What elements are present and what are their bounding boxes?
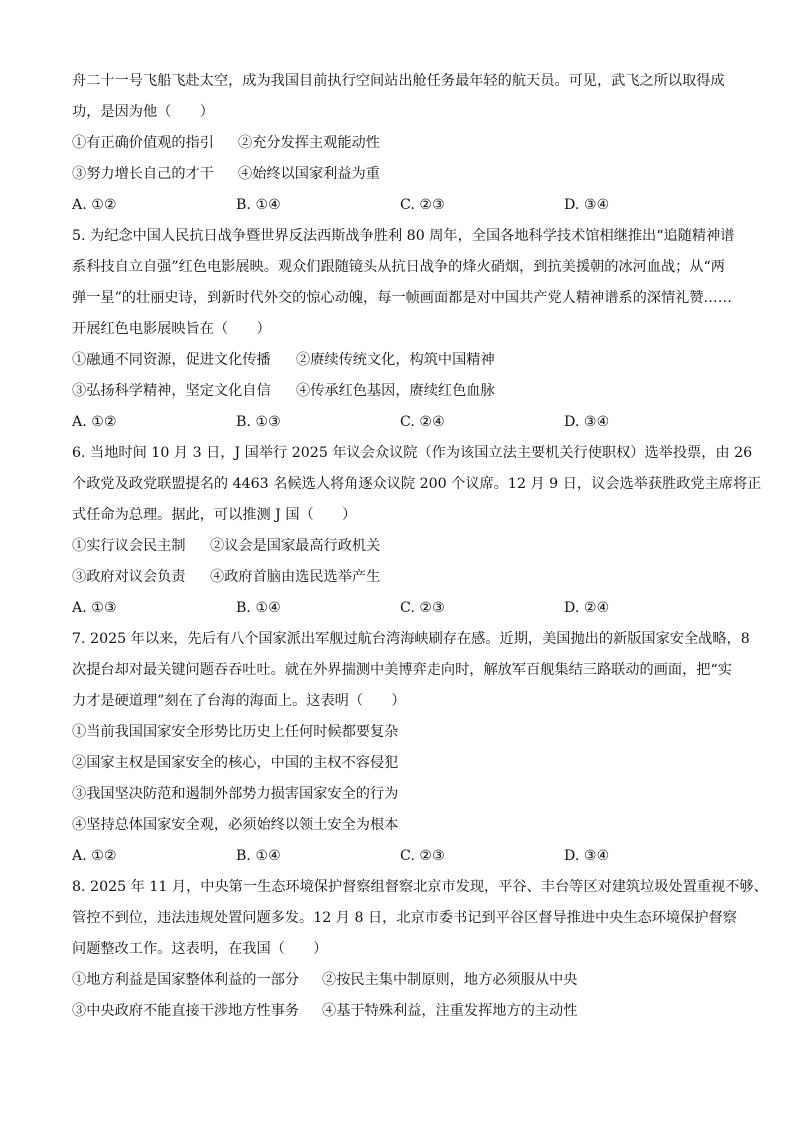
option-1: ①融通不同资源，促进文化传播: [72, 352, 271, 368]
option-row: [72, 531, 724, 562]
option-2: ②国家主权是国家安全的核心，中国的主权不容侵犯: [72, 755, 399, 771]
option-4: ④政府首脑由选民选举产生: [210, 569, 381, 585]
question-stem-line: 5. 为纪念中国人民抗日战争暨世界反法西斯战争胜利 80 周年，全国各地科学技术馆相继推出“追随精神谱: [72, 228, 735, 244]
option-4: ④传承红色基因，赓续红色血脉: [296, 383, 495, 399]
answer-choices: [72, 841, 724, 872]
option-2: ②充分发挥主观能动性: [238, 135, 380, 151]
question-stem-line: 个政党及政党联盟提名的 4463 名候选人将角逐众议院 200 个议席。12 月 9 日，议会选举获胜政党主席将正: [72, 476, 762, 492]
answer-a: A. ①②: [72, 414, 117, 430]
option-2: ②赓续传统文化，构筑中国精神: [296, 352, 495, 368]
option-3: ③政府对议会负责: [72, 569, 186, 585]
question-stem-line: 力才是硬道理”刻在了台海的海面上。这表明（ ）: [72, 693, 406, 709]
option-row: [72, 128, 724, 159]
answer-a: A. ①②: [72, 848, 117, 864]
answer-a: A. ①②: [72, 197, 117, 213]
question-stem-line: 舟二十一号飞船飞赴太空，成为我国目前执行空间站出舱任务最年轻的航天员。可见，武飞之所以取得成: [72, 73, 725, 89]
question-stem-line: 问题整改工作。这表明，在我国（ ）: [72, 941, 328, 957]
option-1: ①有正确价值观的指引: [72, 135, 214, 151]
answer-b: B. ①④: [236, 848, 281, 864]
answer-c: C. ②③: [400, 197, 445, 213]
answer-b: B. ①④: [236, 600, 281, 616]
question-stem-line: 7. 2025 年以来，先后有八个国家派出军舰过航台湾海峡刷存在感。近期，美国抛出的新版国家安全战略，8: [72, 631, 750, 647]
answer-d: D. ③④: [564, 414, 610, 430]
question-stem-line: 8. 2025 年 11 月，中央第一生态环境保护督察组督察北京市发现，平谷、丰台等区对建筑垃圾处置重视不够、: [72, 879, 768, 895]
option-1: ①地方利益是国家整体利益的一部分: [72, 972, 300, 988]
answer-choices: [72, 593, 724, 624]
answer-choices: [72, 407, 724, 438]
answer-c: C. ②③: [400, 600, 445, 616]
option-row: [72, 562, 724, 593]
answer-d: D. ②④: [564, 600, 610, 616]
question-stem-line: 弹一星”的壮丽史诗，到新时代外交的惊心动魄，每一帧画面都是对中国共产党人精神谱系的深情礼赞……: [72, 290, 732, 306]
question-stem-line: 次提台却对最关键问题吞吞吐吐。就在外界揣测中美博弈走向时，解放军百舰集结三路联动的画面，把“实: [72, 662, 732, 678]
option-2: ②按民主集中制原则，地方必须服从中央: [322, 972, 578, 988]
answer-d: D. ③④: [564, 197, 610, 213]
option-3: ③努力增长自己的才干: [72, 166, 214, 182]
question-stem-line: 功，是因为他（ ）: [72, 104, 214, 120]
answer-choices: [72, 190, 724, 221]
answer-c: C. ②③: [400, 848, 445, 864]
question-stem-line: 开展红色电影展映旨在（ ）: [72, 321, 271, 337]
question-7: [72, 624, 750, 872]
answer-a: A. ①③: [72, 600, 117, 616]
option-4: ④始终以国家利益为重: [238, 166, 380, 182]
option-row: [72, 159, 724, 190]
option-row: [72, 345, 724, 376]
option-4: ④坚持总体国家安全观，必须始终以领土安全为根本: [72, 817, 399, 833]
answer-d: D. ③④: [564, 848, 610, 864]
answer-b: B. ①④: [236, 197, 281, 213]
option-3: ③中央政府不能直接干涉地方性事务: [72, 1003, 300, 1019]
option-2: ②议会是国家最高行政机关: [210, 538, 381, 554]
option-3: ③弘扬科学精神，坚定文化自信: [72, 383, 271, 399]
question-stem-line: 式任命为总理。据此，可以推测 J 国（ ）: [72, 507, 357, 523]
question-4: [72, 66, 724, 221]
question-6: [72, 438, 762, 624]
option-row: [72, 965, 724, 996]
answer-c: C. ②④: [400, 414, 445, 430]
question-8: [72, 872, 768, 1027]
option-3: ③我国坚决防范和遏制外部势力损害国家安全的行为: [72, 786, 399, 802]
option-1: ①当前我国国家安全形势比历史上任何时候都要复杂: [72, 724, 399, 740]
question-stem-line: 管控不到位，违法违规处置问题多发。12 月 8 日，北京市委书记到平谷区督导推进中央生态环境保护督察: [72, 910, 737, 926]
option-row: [72, 376, 724, 407]
option-4: ④基于特殊利益，注重发挥地方的主动性: [322, 1003, 578, 1019]
question-stem-line: 系科技自立自强”红色电影展映。观众们跟随镜头从抗日战争的烽火硝烟，到抗美援朝的冰河血战；从“两: [72, 259, 725, 275]
option-1: ①实行议会民主制: [72, 538, 186, 554]
option-row: [72, 996, 724, 1027]
answer-b: B. ①③: [236, 414, 281, 430]
exam-page: [72, 66, 768, 1027]
question-5: [72, 221, 735, 438]
question-stem-line: 6. 当地时间 10 月 3 日，J 国举行 2025 年议会众议院（作为该国立法主要机关行使职权）选举投票，由 26: [72, 445, 753, 461]
